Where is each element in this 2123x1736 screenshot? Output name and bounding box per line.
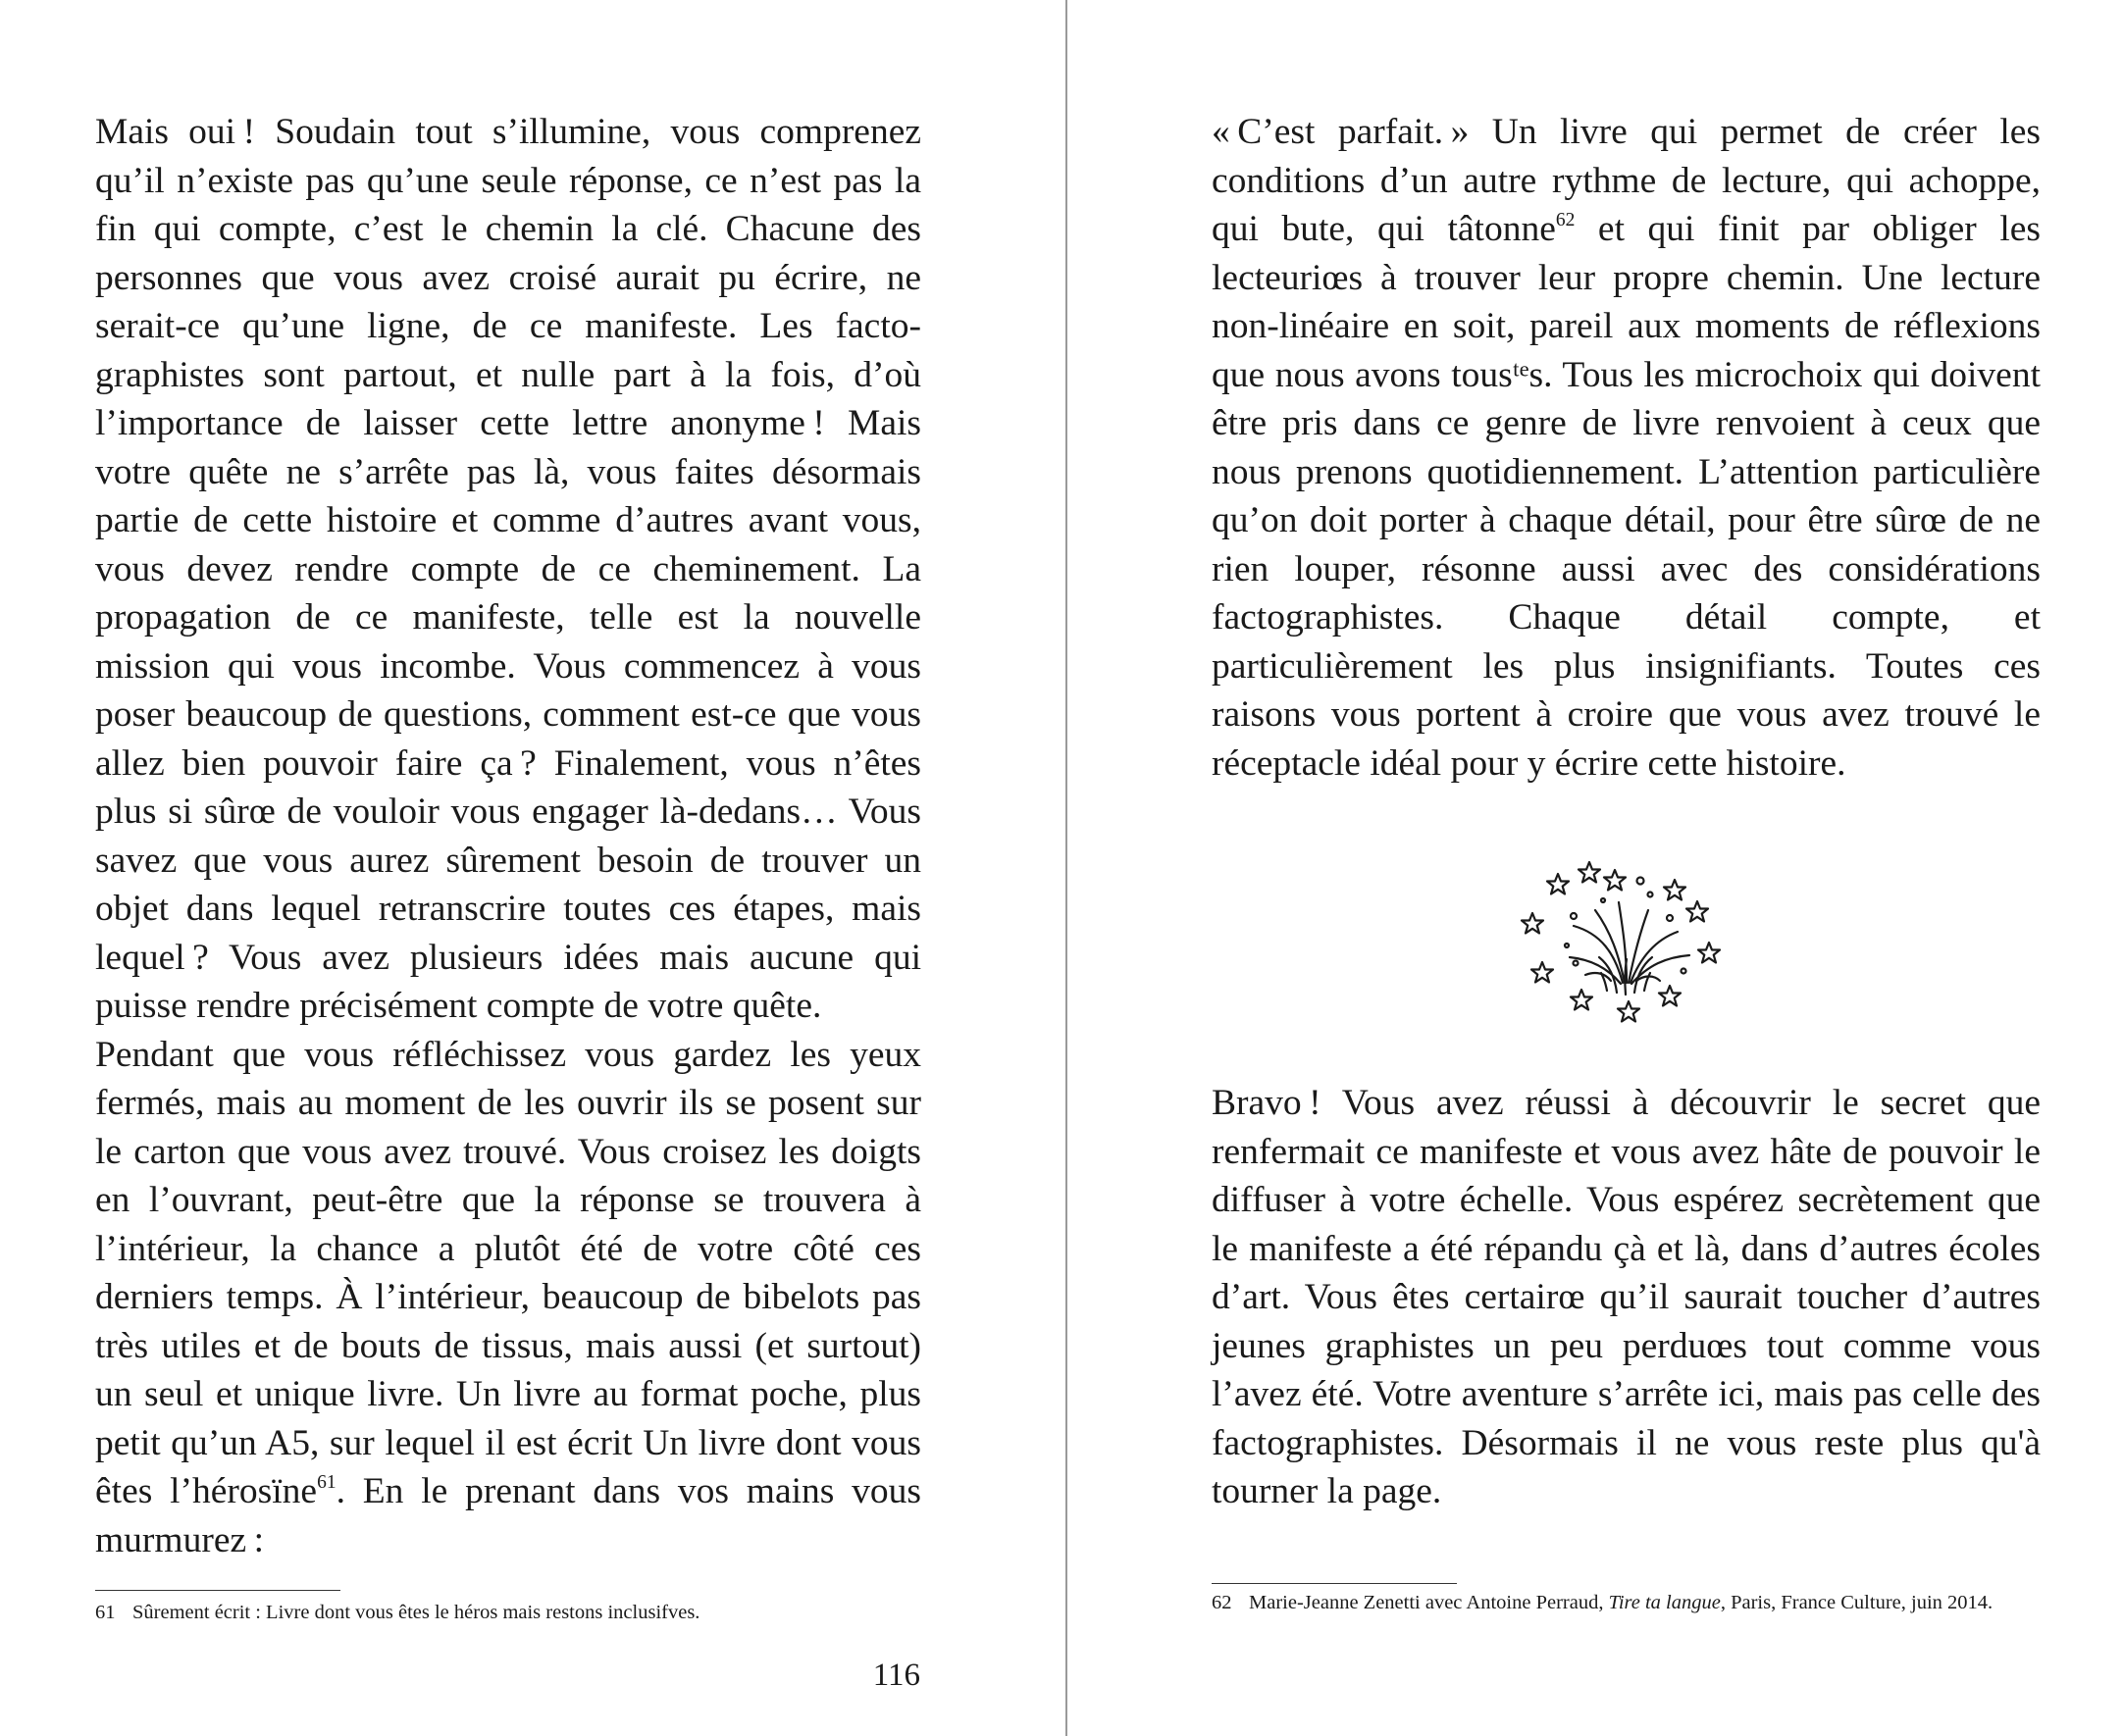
footnote-text: Marie-Jeanne Zenetti avec Antoine Perraud, Tire ta langue, Paris, France Culture, juin 2014. — [1249, 1592, 1994, 1613]
left-paragraph-2-end: . En le prenant dans vos mains vous murmurez : — [95, 1471, 921, 1560]
footnote-rule — [95, 1590, 340, 1591]
left-paragraph-2 — [95, 1031, 921, 1565]
footnote-rule — [1212, 1583, 1457, 1584]
right-paragraph-1 — [1212, 108, 2041, 788]
footnote-61 — [95, 1601, 921, 1625]
right-paragraph-1-start: « C’est parfait. » Un livre qui permet de créer les conditions d’un autre rythme de lecture, qui achoppe, qui bute, qui tâtonne — [1212, 112, 2041, 249]
footnote-ref-61: 61 — [317, 1471, 337, 1493]
footnote-ref-62: 62 — [1555, 209, 1576, 230]
left-body-text — [95, 108, 921, 1564]
right-paragraph-2: Bravo ! Vous avez réussi à découvrir le secret que renfermait ce manifeste et vous avez hâte de pouvoir le diffuser à votre échelle. Vous espérez secrètement que le manifeste a été répandu çà et là, dans d’autres écoles d’art. Vous êtes certairœ qu’il saurait toucher d’autres jeunes graphistes un peu perduœs tout comme vous l’avez été. Votre aventure s’arrête ici, mais pas celle des factographistes. Désormais il ne vous reste plus qu'à tourner la page. — [1212, 1083, 2041, 1511]
right-body-text-1 — [1212, 108, 2041, 788]
right-body-text-2 — [1212, 1079, 2041, 1516]
page-number: 116 — [872, 1658, 920, 1693]
fireworks-stars-icon — [1513, 855, 1740, 1032]
footnote-text: Sûrement écrit : Livre dont vous êtes le héros mais restons inclusifves. — [132, 1602, 700, 1623]
footnote-number: 62 — [1212, 1592, 1232, 1613]
footnote-62 — [1212, 1591, 2041, 1615]
footnote-book-title: Tire ta langue — [1608, 1592, 1721, 1613]
left-paragraph-2-text: Pendant que vous réfléchissez vous gardez les yeux fermés, mais au moment de les ouvrir ils se posent sur le carton que vous avez trouvé. Vous croisez les doigts en l’ouvrant, peut-être que la réponse se trouvera à l’intérieur, la chance a plutôt été de votre côté ces derniers temps. À l’intérieur, beaucoup de bibelots pas très utiles et de bouts de tissus, mais aussi (et surtout) un seul et unique livre. Un livre au format poche, plus petit qu’un A5, sur lequel il est écrit Un livre dont vous êtes l’hérosïne — [95, 1034, 921, 1511]
footnote-number: 61 — [95, 1602, 116, 1623]
right-paragraph-1-rest: et qui finit par obliger les lecteurіœs à trouver leur propre chemin. Une lecture non-linéaire en soit, pareil aux moments de réflexions que nous avons tousᵗᵉs. Tous les microchoix qui doivent être pris dans ce genre de livre renvoient à ceux que nous prenons quotidiennement. L’attention particulière qu’on doit porter à chaque détail, pour être sûrœ de ne rien louper, résonne aussi avec des considérations factographistes. Chaque détail compte, et particulièrement les plus insignifiants. Toutes ces raisons vous portent à croire que vous avez trouvé le réceptacle idéal pour y écrire cette histoire. — [1212, 209, 2041, 784]
left-paragraph-1: Mais oui ! Soudain tout s’illumine, vous comprenez qu’il n’existe pas qu’une seule réponse, ce n’est pas la fin qui compte, c’est le chemin la clé. Chacune des personnes que vous avez croisé aurait pu écrire, ne serait-ce qu’une ligne, de ce manifeste. Les factographistes sont partout, et nulle part à la fois, d’où l’importance de laisser cette lettre anonyme ! Mais votre quête ne s’arrête pas là, vous faites désormais partie de cette histoire et comme d’autres avant vous, vous devez rendre compte de ce cheminement. La propagation de ce manifeste, telle est la nouvelle mission qui vous incombe. Vous commencez à vous poser beaucoup de questions, comment est-ce que vous allez bien pouvoir faire ça ? Finalement, vous n’êtes plus si sûrœ de vouloir vous engager là-dedans… Vous savez que vous aurez sûrement besoin de trouver un objet dans lequel retranscrire toutes ces étapes, mais lequel ? Vous avez plusieurs idées mais aucune qui puisse rendre précisément compte de votre quête. — [95, 112, 921, 1026]
